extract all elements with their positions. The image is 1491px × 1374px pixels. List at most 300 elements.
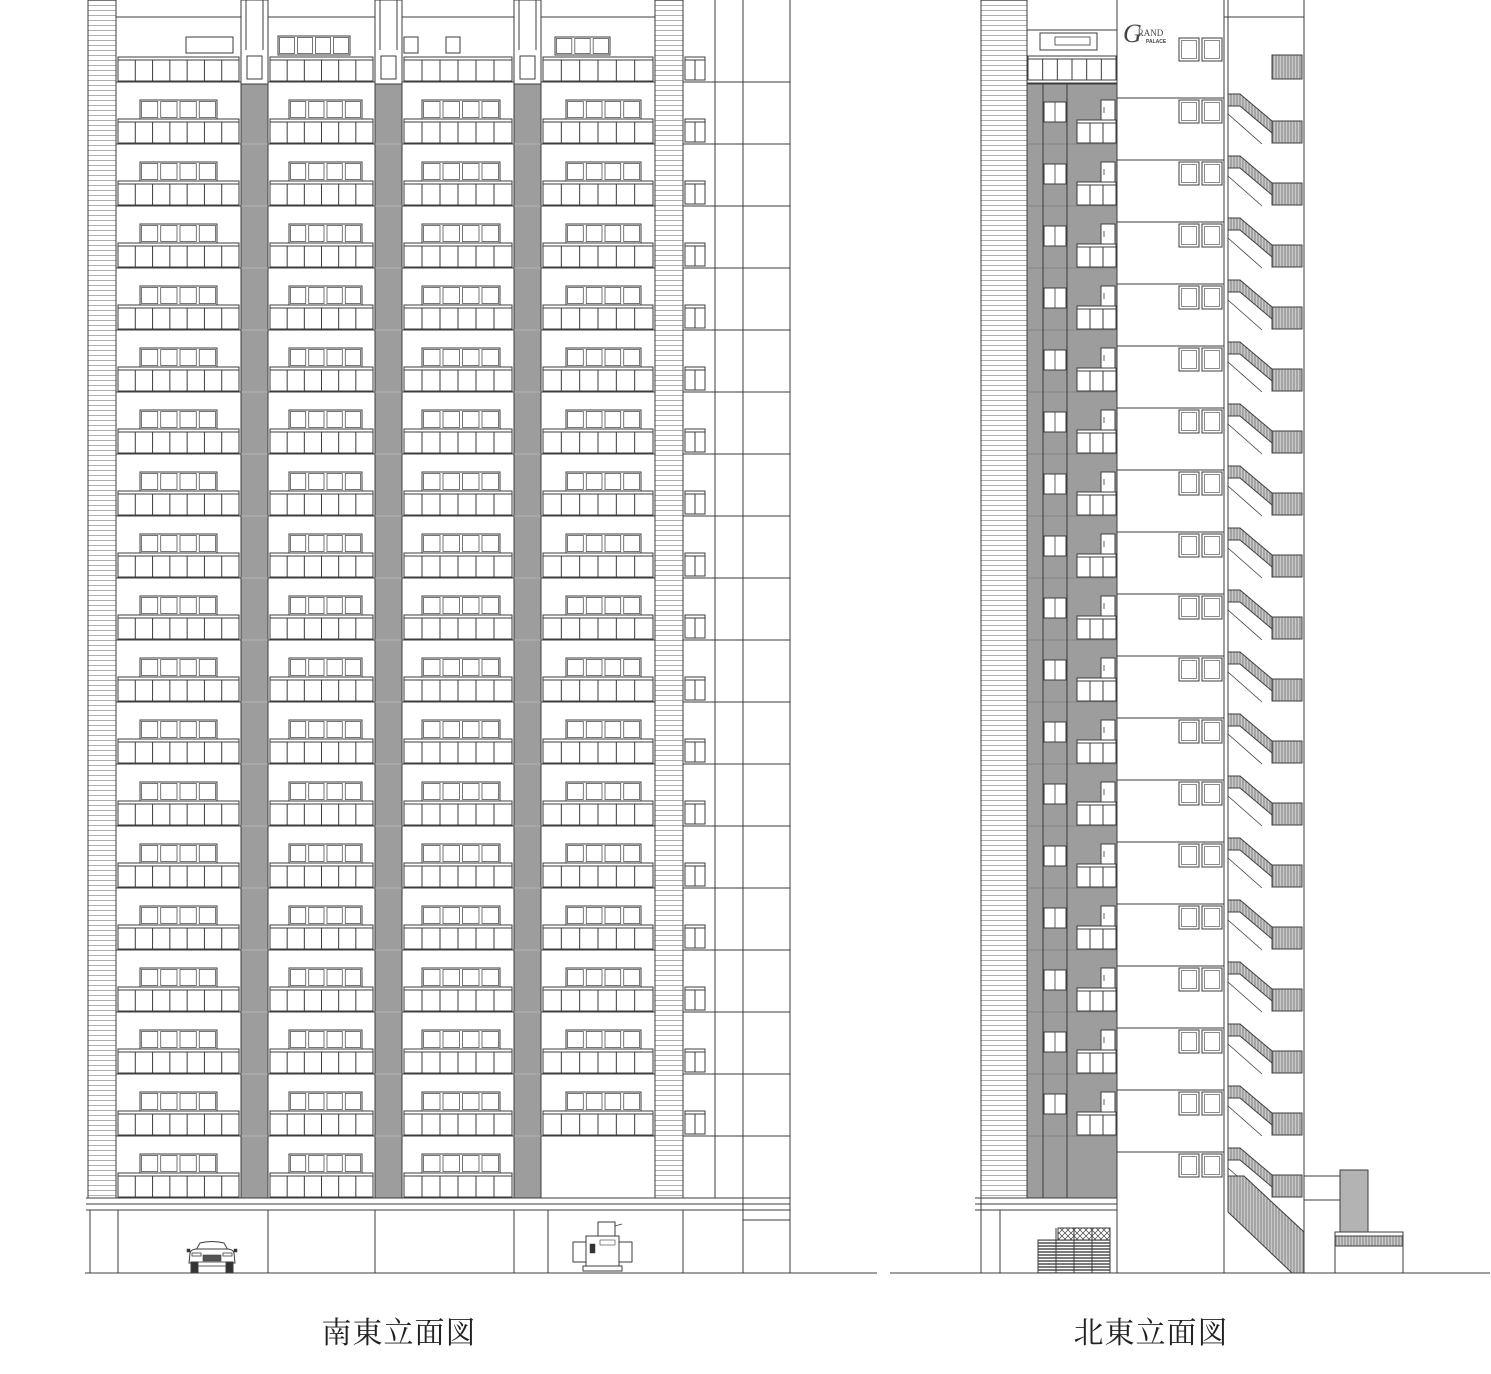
- window-frame: [278, 36, 350, 55]
- window-frame: [289, 1030, 362, 1049]
- white-facade: [1117, 38, 1224, 1177]
- louver-strip: [655, 0, 683, 1198]
- balcony-railing: [404, 367, 512, 391]
- window: [422, 1092, 500, 1111]
- cubicle-handle: [590, 1244, 595, 1253]
- balcony-panel: [1272, 307, 1302, 329]
- floor-row: [116, 844, 790, 888]
- slanted-balcony-railing: [1228, 528, 1272, 567]
- balcony-railing: [685, 491, 705, 514]
- window-frame: [289, 844, 362, 863]
- car-wheel: [226, 1262, 233, 1272]
- window: [1179, 534, 1222, 557]
- window-pane: [1202, 534, 1222, 557]
- window: [1179, 1154, 1222, 1177]
- balcony-panel: [1272, 679, 1302, 701]
- window-frame: [140, 348, 217, 367]
- window-frame: [289, 286, 362, 305]
- balcony-railing: [270, 491, 373, 515]
- window-frame: [289, 534, 362, 553]
- balcony-row: [1228, 1086, 1302, 1136]
- railing-frame: [118, 305, 239, 329]
- window: [1179, 100, 1222, 123]
- window-pane: [1202, 1092, 1222, 1115]
- window: [1179, 720, 1222, 743]
- window-frame: [422, 224, 500, 243]
- mechanical-parking-icon: [1038, 1228, 1110, 1273]
- window: [566, 348, 641, 367]
- balcony-railing: [118, 491, 239, 515]
- window: [1179, 224, 1222, 247]
- window: [140, 224, 217, 243]
- balcony-door: [1101, 720, 1115, 740]
- window: [278, 36, 350, 55]
- balcony-railing: [1077, 182, 1116, 205]
- window: [566, 162, 641, 181]
- balcony-railing: [118, 181, 239, 205]
- balcony-railing: [270, 1111, 373, 1135]
- balcony-row: [1228, 342, 1302, 392]
- equipment-base-band: [1335, 1236, 1403, 1246]
- balcony-railing: [404, 739, 512, 763]
- window-pane: [1179, 472, 1199, 495]
- car-mirror: [234, 1249, 237, 1252]
- floor-row: [116, 720, 790, 764]
- balcony-railing: [270, 305, 373, 329]
- balcony-railing: [404, 491, 512, 515]
- window-frame: [566, 472, 641, 491]
- railing-frame: [118, 863, 239, 887]
- balcony-door: [1101, 1030, 1115, 1050]
- window: [289, 286, 362, 305]
- balcony-railing: [270, 739, 373, 763]
- window: [140, 596, 217, 615]
- window: [422, 720, 500, 739]
- balcony-railing: [685, 305, 705, 328]
- railing-frame: [118, 925, 239, 949]
- window-pane: [1202, 348, 1222, 371]
- balcony-railing: [543, 677, 653, 701]
- balcony-railing: [1077, 120, 1116, 143]
- balcony-railing: [404, 801, 512, 825]
- window-pane: [1179, 100, 1199, 123]
- window: [1179, 906, 1222, 929]
- pilaster-head-panel: [381, 56, 396, 79]
- balcony-row: [1228, 962, 1302, 1012]
- balcony-railing: [118, 57, 239, 81]
- window: [422, 844, 500, 863]
- window-frame: [566, 968, 641, 987]
- window-frame: [289, 968, 362, 987]
- balcony-railing: [685, 243, 705, 266]
- balcony-railing: [1077, 1112, 1116, 1135]
- balcony-railing: [543, 1111, 653, 1135]
- logo-rest: RAND: [1137, 28, 1164, 38]
- balcony-railing: [543, 987, 653, 1011]
- window: [1179, 162, 1222, 185]
- balcony-railing: [118, 1111, 239, 1135]
- balcony-row: [1228, 94, 1302, 144]
- balcony-row: [1228, 652, 1302, 702]
- balcony-railing: [270, 553, 373, 577]
- balcony-railing: [270, 243, 373, 267]
- balcony-door: [1101, 596, 1115, 616]
- window: [140, 534, 217, 553]
- window-frame: [289, 162, 362, 181]
- window-pane: [1179, 1154, 1199, 1177]
- balcony-panel: [1272, 431, 1302, 453]
- floor-row: [116, 534, 790, 578]
- window-pane: [1179, 720, 1199, 743]
- slanted-balcony-railing: [1228, 652, 1272, 691]
- balcony-panel: [1272, 183, 1302, 205]
- balcony-railing: [270, 801, 373, 825]
- window-frame: [555, 37, 610, 55]
- balcony-railing: [270, 987, 373, 1011]
- balcony-railing: [118, 987, 239, 1011]
- southeast-elevation-caption: 南東立面図: [321, 1316, 477, 1351]
- balcony-railing: [1077, 926, 1116, 949]
- window: [422, 906, 500, 925]
- balcony-railing: [543, 119, 653, 143]
- balcony-railing: [118, 429, 239, 453]
- window: [1179, 844, 1222, 867]
- southeast-elevation-drawing: [85, 0, 877, 1273]
- balcony-railing: [270, 181, 373, 205]
- window-frame: [566, 596, 641, 615]
- balcony-door: [1101, 906, 1115, 926]
- window-frame: [566, 224, 641, 243]
- balcony-railing: [404, 181, 512, 205]
- floor-row: [116, 906, 790, 950]
- slanted-balcony-railing: [1228, 342, 1272, 381]
- window: [140, 348, 217, 367]
- window-pane: [1202, 1030, 1222, 1053]
- balcony-railing: [1077, 554, 1116, 577]
- balcony-railing: [118, 1049, 239, 1073]
- window: [422, 472, 500, 491]
- window: [1179, 472, 1222, 495]
- window: [140, 906, 217, 925]
- window: [566, 906, 641, 925]
- gray-pilaster: [375, 0, 402, 1198]
- rooftop-vent: [186, 37, 233, 53]
- window-frame: [566, 1092, 641, 1111]
- balcony-railing: [1028, 56, 1116, 80]
- window-frame: [140, 906, 217, 925]
- balcony-railing: [1077, 616, 1116, 639]
- window: [422, 100, 500, 119]
- window-pane: [1202, 472, 1222, 495]
- floor-row: [116, 1154, 790, 1198]
- balcony-railing: [404, 1173, 512, 1197]
- balcony-row: [1228, 466, 1302, 516]
- gray-pilaster: [514, 0, 541, 1198]
- window-frame: [289, 410, 362, 429]
- window: [422, 348, 500, 367]
- balcony-railing: [404, 925, 512, 949]
- window: [422, 410, 500, 429]
- floor-row: [116, 162, 790, 206]
- window-frame: [140, 720, 217, 739]
- floor-row: [116, 596, 790, 640]
- balcony-railing: [118, 553, 239, 577]
- window-frame: [289, 720, 362, 739]
- window-frame: [140, 1092, 217, 1111]
- balcony-railing: [685, 1111, 705, 1134]
- cubicle-top: [598, 1222, 615, 1236]
- slanted-balcony-railing: [1228, 962, 1272, 1001]
- balcony-railing: [404, 677, 512, 701]
- slanted-balcony-railing: [1228, 590, 1272, 629]
- balcony-railing: [685, 429, 705, 452]
- window-pane: [1202, 968, 1222, 991]
- window: [422, 534, 500, 553]
- window-frame: [566, 348, 641, 367]
- floor-row: [116, 100, 790, 144]
- window: [289, 100, 362, 119]
- balcony-railing: [1077, 306, 1116, 329]
- balcony-railing: [543, 305, 653, 329]
- window-pane: [1202, 100, 1222, 123]
- balcony-railing: [404, 987, 512, 1011]
- railing-frame: [118, 739, 239, 763]
- window-pane: [1202, 38, 1222, 61]
- window-pane: [1202, 658, 1222, 681]
- balcony-panel: [1272, 493, 1302, 515]
- railing-frame: [118, 429, 239, 453]
- railing-frame: [118, 1173, 239, 1197]
- railing-frame: [118, 491, 239, 515]
- window-frame: [289, 1154, 362, 1173]
- window: [140, 162, 217, 181]
- railing-frame: [118, 367, 239, 391]
- window: [422, 1154, 500, 1173]
- window: [289, 224, 362, 243]
- window-pane: [1179, 1030, 1199, 1053]
- balcony-railing: [1077, 678, 1116, 701]
- slanted-balcony-railing: [1228, 156, 1272, 195]
- northeast-elevation-caption: 北東立面図: [1073, 1316, 1229, 1351]
- window: [555, 37, 610, 55]
- window-frame: [289, 472, 362, 491]
- window: [1179, 286, 1222, 309]
- window: [566, 658, 641, 677]
- balcony-railing: [118, 739, 239, 763]
- balcony-railing: [404, 119, 512, 143]
- balcony-railing: [404, 615, 512, 639]
- window-frame: [289, 1092, 362, 1111]
- louver-strip: [88, 0, 116, 1198]
- balcony-panel: [1272, 369, 1302, 391]
- car-bumper: [198, 1262, 226, 1266]
- balcony-railing: [270, 1173, 373, 1197]
- window-frame: [422, 534, 500, 553]
- window: [140, 472, 217, 491]
- equipment-tower: [1340, 1170, 1368, 1232]
- balcony-row: [1228, 1024, 1302, 1074]
- window-frame: [289, 906, 362, 925]
- window: [422, 286, 500, 305]
- balcony-railing: [543, 615, 653, 639]
- balcony-panel: [1272, 1051, 1302, 1073]
- cubicle-label-plate: [600, 1240, 615, 1245]
- slanted-balcony-railing: [1228, 466, 1272, 505]
- window: [289, 906, 362, 925]
- car-grille: [203, 1255, 221, 1261]
- window: [140, 410, 217, 429]
- window-frame: [140, 968, 217, 987]
- balcony-railing: [685, 367, 705, 390]
- window: [566, 968, 641, 987]
- window-frame: [140, 1154, 217, 1173]
- slanted-balcony-railing: [1228, 900, 1272, 939]
- balcony-railing: [118, 119, 239, 143]
- window-frame: [566, 162, 641, 181]
- balcony-row: [1228, 776, 1302, 826]
- railing-frame: [118, 1049, 239, 1073]
- window: [1179, 596, 1222, 619]
- window: [566, 1092, 641, 1111]
- window: [289, 658, 362, 677]
- car-wheel: [191, 1262, 198, 1272]
- window: [289, 968, 362, 987]
- window-frame: [289, 596, 362, 615]
- floor-row: [116, 472, 790, 516]
- window: [422, 1030, 500, 1049]
- balcony-row: [1228, 218, 1302, 268]
- window-pane: [1179, 38, 1199, 61]
- balcony-row: [1228, 404, 1302, 454]
- window-frame: [140, 1030, 217, 1049]
- window-pane: [1202, 286, 1222, 309]
- balcony-railing: [270, 925, 373, 949]
- window-frame: [422, 472, 500, 491]
- window: [289, 410, 362, 429]
- balcony-railing: [1077, 244, 1116, 267]
- balcony-panel: [1272, 989, 1302, 1011]
- rooftop-door: [404, 37, 418, 53]
- balcony-railing: [685, 1049, 705, 1072]
- balcony-door: [1101, 472, 1115, 492]
- window-pane: [1179, 1092, 1199, 1115]
- balcony-railing: [543, 367, 653, 391]
- window: [566, 1030, 641, 1049]
- balcony-railing: [404, 1111, 512, 1135]
- balcony-row: [1228, 838, 1302, 888]
- balcony-railing: [270, 57, 373, 81]
- rooftop-door: [446, 37, 460, 53]
- balcony-railing: [1077, 864, 1116, 887]
- balcony-railing: [543, 491, 653, 515]
- window: [140, 1154, 217, 1173]
- window-frame: [566, 844, 641, 863]
- window-pane: [1179, 224, 1199, 247]
- window: [1179, 658, 1222, 681]
- window-frame: [140, 658, 217, 677]
- slanted-balcony-railing: [1228, 218, 1272, 257]
- window: [289, 1154, 362, 1173]
- window: [566, 844, 641, 863]
- window-pane: [1202, 162, 1222, 185]
- balcony-railing: [543, 739, 653, 763]
- balcony-panel: [1272, 245, 1302, 267]
- window-frame: [422, 100, 500, 119]
- slanted-balcony-railing: [1228, 280, 1272, 319]
- window-frame: [422, 906, 500, 925]
- balcony-railing: [1077, 430, 1116, 453]
- balcony-panel: [1272, 927, 1302, 949]
- balcony-railing: [118, 243, 239, 267]
- floor-row: [116, 1092, 790, 1136]
- window-frame: [422, 1092, 500, 1111]
- balcony-panel: [1272, 741, 1302, 763]
- floor-row: [116, 782, 790, 826]
- balcony-door: [1101, 534, 1115, 554]
- balcony-row: [1228, 714, 1302, 764]
- balcony-railing: [1077, 802, 1116, 825]
- balcony-door: [1101, 286, 1115, 306]
- balcony-panel: [1272, 121, 1302, 143]
- window-frame: [140, 100, 217, 119]
- balcony-railing: [1077, 368, 1116, 391]
- car-mirror: [187, 1249, 190, 1252]
- window-frame: [140, 844, 217, 863]
- window: [566, 224, 641, 243]
- window-frame: [140, 286, 217, 305]
- balcony-railing: [118, 863, 239, 887]
- window-frame: [566, 410, 641, 429]
- window-pane: [1202, 224, 1222, 247]
- window-frame: [140, 534, 217, 553]
- window: [140, 1030, 217, 1049]
- window: [289, 1030, 362, 1049]
- rooftop-box-window: [1055, 37, 1090, 45]
- window-frame: [422, 1030, 500, 1049]
- window-pane: [1202, 844, 1222, 867]
- window: [140, 844, 217, 863]
- balcony-railing: [543, 863, 653, 887]
- balcony-railing: [685, 119, 705, 142]
- window-frame: [566, 906, 641, 925]
- car-icon: [187, 1242, 237, 1273]
- pilaster-head-panel: [247, 56, 262, 79]
- window-frame: [422, 844, 500, 863]
- window-pane: [1179, 534, 1199, 557]
- pilaster-panel: [375, 84, 402, 1198]
- railing-frame: [118, 57, 239, 81]
- window-frame: [140, 224, 217, 243]
- slanted-balcony-railing: [1228, 94, 1272, 133]
- window: [566, 286, 641, 305]
- balcony-row: [1228, 280, 1302, 330]
- fence-panel: [1304, 1176, 1340, 1200]
- window: [140, 720, 217, 739]
- window-frame: [422, 162, 500, 181]
- ground-floor-door: [743, 1220, 790, 1273]
- floor-row: [116, 57, 790, 82]
- grand-palace-logo: [1123, 19, 1167, 48]
- window: [422, 968, 500, 987]
- window-frame: [422, 286, 500, 305]
- window-frame: [140, 472, 217, 491]
- window: [1179, 348, 1222, 371]
- window: [566, 596, 641, 615]
- balcony-railing: [270, 863, 373, 887]
- balcony-panel: [1272, 1175, 1302, 1197]
- balcony-railing: [685, 987, 705, 1010]
- balcony-railing: [404, 305, 512, 329]
